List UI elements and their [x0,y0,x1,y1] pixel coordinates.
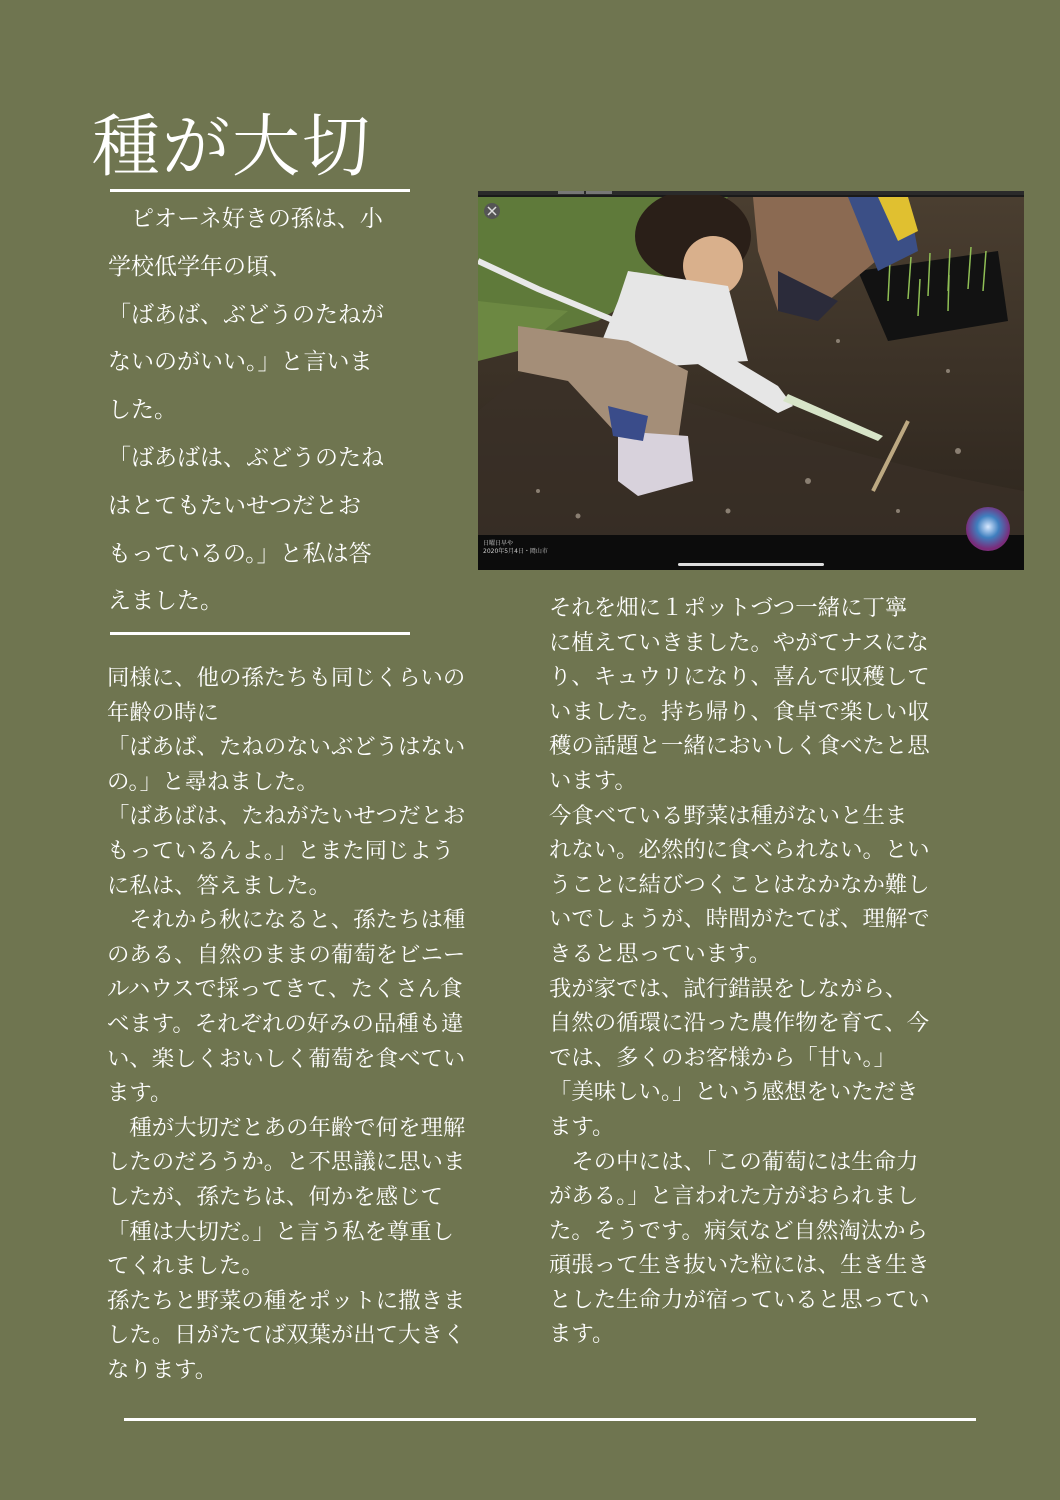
left-column [107,661,517,1387]
paragraph: 今食べている野菜は種がないと生ま れない。必然的に食べられない。とい うことに結びつくことはなかなか難し いでしょうが、時間がたてば、理解で きると思っています。 [549,802,930,967]
title-divider [110,189,410,192]
right-column [549,591,979,1352]
paragraph: 我が家では、試行錯誤をしながら、 自然の循環に沿った農作物を育て、今 では、多くのお客様から「甘い。」 「美味しい。」という感想をいただき ます。 [549,975,930,1140]
photo-caption-date: 2020年5月4日・岡山市 [483,548,548,555]
paragraph: 同様に、他の孫たちも同じくらいの 年齢の時に [107,665,466,726]
page-title: 種が大切 [92,108,373,187]
paragraph: 「ばあばは、たねがたいせつだとお もっているんよ。」とまた同じよう に私は、答えました。 [107,803,466,899]
paragraph: 種が大切だとあの年齢で何を理解 したのだろうか。と不思議に思いま したが、孫たちは、何かを感じて 「種は大切だ。」と言う私を尊重し てくれました。 [107,1114,466,1280]
footer-divider [124,1418,976,1421]
photo-illustration [478,191,1024,570]
photo-caption-title: 日曜日早や [483,540,514,547]
photo-caption [483,540,548,556]
paragraph: 孫たちと野菜の種をポットに撒きま した。日がたてば双葉が出て大きく なります。 [107,1287,466,1383]
paragraph: その中には、「この葡萄には生命力 がある。」と言われた方がおられまし た。そうです。病気など自然淘汰から 頑張って生き抜いた粒には、生き生き とした生命力が宿っていると思ってい ます。 [549,1148,930,1348]
intro-paragraph: 「ばあば、ぶどうのたねが ないのがいい。」と言いま した。 [108,301,384,424]
paragraph: それを畑に１ポットづつ一緒に丁寧 に植えていきました。やがてナスにな り、キュウリになり、喜んで収穫して いました。持ち帰り、食卓で楽しい収 穫の話題と一緒においしく食べたと思 います。 [549,595,930,794]
intro-divider [110,632,410,635]
paragraph: それから秋になると、孫たちは種 のある、自然のままの葡萄をビニー ルハウスで採ってきて、たくさん食 べます。それぞれの好みの品種も違 い、楽しくおいしく葡萄を食べてい ます。 [107,907,466,1107]
intro-paragraph: 「ばあばは、ぶどうのたね はとてもたいせつだとお もっているの。」と私は答 えました。 [108,444,384,615]
intro-text [108,196,418,626]
intro-paragraph: ピオーネ好きの孫は、小 学校低学年の頃、 [108,206,383,280]
paragraph: 「ばあば、たねのないぶどうはない の。」と尋ねました。 [107,734,466,795]
garden-photo [478,191,1024,570]
